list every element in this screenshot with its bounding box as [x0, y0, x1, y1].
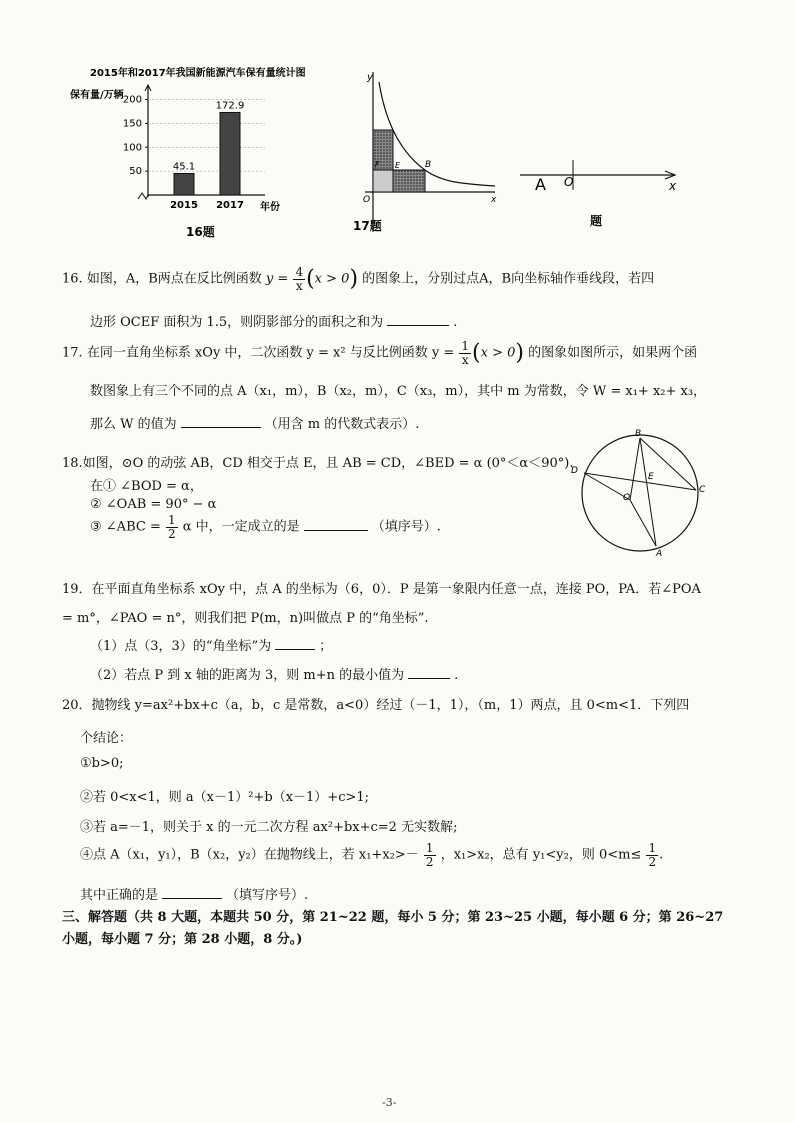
- page-number: -3-: [382, 1096, 397, 1109]
- q18-l4c: （填序号）.: [371, 519, 441, 535]
- q20-answer-text: 其中正确的是: [80, 888, 159, 903]
- point-f-label: F: [375, 160, 380, 169]
- bar-value-label-2017: 172.9: [215, 100, 245, 112]
- q20-frac1-num: 1: [425, 841, 434, 855]
- y-axis-label: y: [367, 72, 373, 83]
- q19-line4-tail: .: [454, 668, 459, 683]
- point-a-label: A: [535, 175, 546, 194]
- q19-line4-text: （2）若点 P 到 x 轴的距离为 3，则 m+n 的最小值为: [90, 668, 405, 683]
- q19-line1: [62, 578, 794, 597]
- q20-line1-text: 20．抛物线 y=ax²+bx+c（a，b，c 是常数，a<0）经过（－1，1），（m，1）两点，且 0<m<1．下列四: [62, 698, 690, 713]
- q16-frac-num: 4: [295, 265, 304, 279]
- x-tick-label-2017: 2017: [216, 200, 244, 211]
- y-tick-label-1: 100: [122, 142, 142, 154]
- origin-o-label: O: [564, 175, 574, 189]
- q20-choice3-text: ③若 a=－1，则关于 x 的一元二次方程 ax²+bx+c=2 无实数解;: [80, 820, 458, 835]
- segment-ob: [630, 438, 640, 500]
- q17-line1: 17. 在同一直角坐标系 xOy 中，二次函数 y = x² 与反比例函数 y = $\frac{1}{x}$ (x > 0) 的图象如图所示，如果两个函: [62, 339, 698, 367]
- q20-choice4: [80, 842, 794, 868]
- hyperbola-figure: [335, 62, 505, 242]
- circle-chord-figure: [568, 428, 718, 558]
- bar-2017: [220, 112, 240, 195]
- label-a: A: [656, 549, 663, 558]
- shaded-rect-b: [393, 170, 425, 192]
- q20-choice4-c: .: [659, 847, 664, 863]
- label-o: O: [623, 493, 631, 503]
- q16-cond: x > 0: [314, 271, 350, 287]
- q20-line2: [80, 727, 794, 746]
- section3-line1: [62, 906, 794, 925]
- q20-choice1-text: ①b>0;: [80, 756, 124, 771]
- q19-line3-tail: ；: [319, 639, 333, 654]
- q18-line3-text: ② ∠OAB = 90° − α: [90, 497, 217, 512]
- q20-choice4-b: ，x₁>x₂，总有 y₁<y₂，则 0<m≤: [440, 847, 642, 863]
- q19-answer-blank-2[interactable]: [408, 665, 450, 679]
- q18-frac-den: 2: [167, 526, 176, 541]
- q18-line2-text: 在① ∠BOD = α，: [90, 479, 203, 494]
- label-e: E: [648, 472, 654, 482]
- q20-answer: [80, 884, 794, 903]
- q18-l4b: α 中，一定成立的是: [182, 519, 300, 535]
- y-tick-label-3: 200: [122, 94, 142, 106]
- q19-line2-text: = m°，∠PAO = n°，则我们把 P(m，n)叫做点 P 的“角坐标”.: [62, 611, 429, 626]
- figure-label-17: 17题: [353, 219, 382, 233]
- bar-value-label-2015: 45.1: [172, 161, 196, 173]
- q17-frac-num: 1: [461, 339, 470, 353]
- q16-line2: [90, 311, 794, 330]
- q16-frac-den: x: [295, 278, 303, 293]
- label-d: D: [571, 466, 578, 476]
- circle-o: [582, 435, 698, 551]
- q18-line1-text: 18.如图，⊙O 的动弦 AB，CD 相交于点 E，且 AB = CD，∠BED = α (0°＜α＜90°).: [62, 456, 574, 471]
- q19-line3: [90, 635, 794, 654]
- q20-choice2-text: ②若 0<x<1，则 a（x－1）²+b（x－1）+c>1;: [80, 790, 370, 805]
- chart-ylabel: 保有量/万辆: [70, 90, 124, 101]
- q17-answer-blank[interactable]: [181, 414, 261, 428]
- q20-choice3: [80, 816, 794, 835]
- q20-frac2-den: 2: [648, 854, 657, 869]
- q18-answer-blank[interactable]: [304, 517, 368, 531]
- q20-line2-text: 个结论：: [80, 731, 133, 746]
- q19-line1-text: 19．在平面直角坐标系 xOy 中，点 A 的坐标为（6，0）．P 是第一象限内任意一点，连接 PO，PA．若∠POA: [62, 582, 701, 597]
- label-c: C: [699, 485, 706, 495]
- q19-answer-blank-1[interactable]: [275, 636, 315, 650]
- section3-line1-text: 三、解答题（共 8 大题，本题共 50 分，第 21~22 题，每小 5 分；第 23~25 小题，每小题 6 分；第 26~27: [62, 910, 724, 925]
- section3-line2: [62, 928, 794, 947]
- q20-fraction-2: [646, 842, 658, 868]
- segment-bc: [640, 438, 696, 490]
- q16-text2: 的图象上，分别过点A，B向坐标轴作垂线段，若四: [362, 271, 655, 287]
- bar-plot-area: [123, 85, 265, 211]
- q16-fraction: [293, 266, 305, 292]
- q19-line2: [62, 607, 794, 626]
- q19-line4: [90, 664, 794, 683]
- q16-number: 16.: [62, 271, 83, 287]
- x-axis-label: x: [491, 195, 497, 205]
- q18-l4a: ③ ∠ABC =: [90, 519, 161, 535]
- point-b-label: B: [425, 160, 432, 170]
- q17-cond: x > 0: [480, 345, 516, 361]
- bar-2015: [174, 173, 194, 195]
- x-tick-label-2015: 2015: [170, 200, 198, 211]
- bar-chart-figure: [60, 58, 350, 248]
- chord-ab: [640, 438, 656, 546]
- q16-text1: 如图，A，B两点在反比例函数: [86, 271, 262, 287]
- q17-line3-text: 那么 W 的值为: [90, 417, 177, 432]
- origin-label: O: [363, 195, 371, 205]
- q16-line1: 16. 如图，A，B两点在反比例函数 y = $\frac{4}{x}$ (x > 0) 的图象上，分别过点A，B向坐标轴作垂线段，若四: [62, 265, 655, 293]
- chart-xlabel: 年份: [260, 202, 280, 213]
- q20-answer-blank[interactable]: [162, 885, 222, 899]
- figure-label-18: 题: [590, 214, 603, 228]
- q16-end: .: [453, 315, 458, 330]
- q17-line3-tail: （用含 m 的代数式表示）.: [264, 417, 420, 432]
- q17-frac-den: x: [461, 352, 469, 367]
- q20-line1: [62, 694, 794, 713]
- point-e-label: E: [395, 161, 401, 170]
- q20-frac1-den: 2: [425, 854, 434, 869]
- chart-title: 2015年和2017年我国新能源汽车保有量统计图: [90, 68, 306, 79]
- section3-line2-text: 小题，每小题 7 分；第 28 小题，8 分。): [62, 932, 303, 947]
- label-b: B: [635, 429, 642, 439]
- figure-label-16: 16题: [186, 225, 215, 239]
- number-line-figure: [515, 150, 685, 235]
- q20-fraction-1: [424, 842, 436, 868]
- q19-line3-text: （1）点（3，3）的“角坐标”为: [90, 639, 272, 654]
- q17-fraction: [459, 340, 471, 366]
- q18-fraction: [166, 514, 178, 540]
- axis-break: [138, 193, 148, 199]
- q17-line2: [90, 380, 794, 399]
- q16-answer-blank[interactable]: [387, 312, 449, 326]
- q17-number: 17.: [62, 345, 83, 361]
- overlap-rect: [373, 170, 393, 192]
- q16-y-eq: y =: [265, 271, 289, 287]
- q17-line2-text: 数图象上有三个不同的点 A（x₁，m），B（x₂，m），C（x₃，m），其中 m 为常数，令 W = x₁+ x₂+ x₃，: [90, 384, 707, 399]
- y-tick-label-2: 150: [122, 118, 142, 130]
- q20-choice4-a: ④点 A（x₁，y₁），B（x₂，y₂）在抛物线上，若 x₁+x₂>－: [80, 847, 419, 863]
- q17-text1: 在同一直角坐标系 xOy 中，二次函数 y = x² 与反比例函数 y =: [86, 345, 455, 361]
- q20-choice2: [80, 786, 794, 805]
- q20-answer-tail: （填写序号）.: [226, 888, 309, 903]
- q20-choice1: [80, 756, 794, 771]
- q17-text2: 的图象如图所示，如果两个函: [528, 345, 698, 361]
- q16-line2-text: 边形 OCEF 面积为 1.5，则阴影部分的面积之和为: [90, 315, 384, 330]
- x-label: x: [669, 179, 677, 193]
- q20-frac2-num: 1: [648, 841, 657, 855]
- y-tick-label-0: 50: [129, 166, 142, 178]
- q18-frac-num: 1: [167, 513, 176, 527]
- chord-cd: [584, 473, 696, 490]
